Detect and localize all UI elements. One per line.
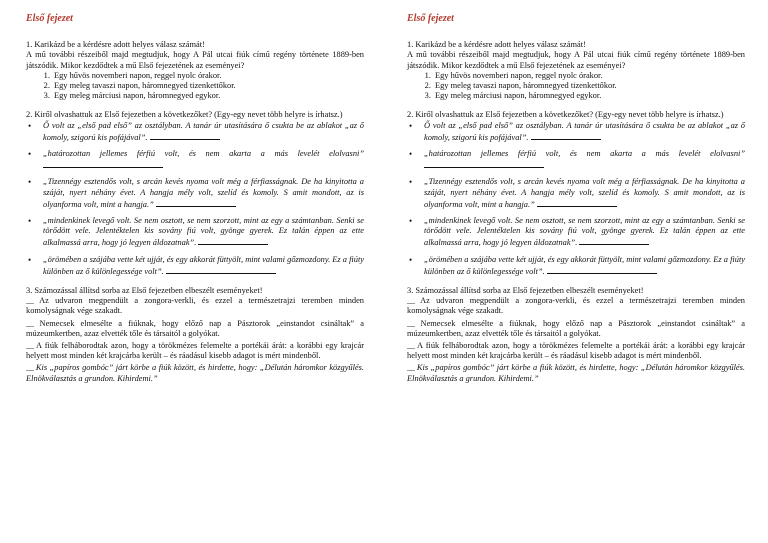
answer-blank[interactable] — [156, 198, 236, 207]
quote-text: „határozottan jellemes férfiú volt, és nem akarta a más levelét elolvasni” — [43, 149, 364, 159]
event-text: Az udvaron megpendült a zongora-verkli, és ezzel a természetrajzi teremben minden komolyságnak vége szakadt. — [407, 296, 745, 316]
task-1 — [26, 40, 364, 101]
quote-item — [407, 149, 745, 171]
number-blank[interactable]: __ — [26, 363, 34, 373]
number-blank[interactable]: __ — [26, 296, 34, 306]
task-1-options — [26, 71, 364, 102]
event-item — [26, 296, 364, 316]
quote-text: Ő volt az „első pad első” az osztályban. A tanár úr utasítására ő csukta be az ablakot „az ő komoly, szigorú kis pofájával”. — [43, 120, 364, 142]
quote-text: „határozottan jellemes férfiú volt, és nem akarta a más levelét elolvasni” — [424, 149, 745, 159]
chapter-title: Első fejezet — [26, 13, 73, 24]
number-blank[interactable]: __ — [407, 341, 415, 351]
chapter-title: Első fejezet — [407, 13, 454, 24]
answer-blank[interactable] — [43, 159, 163, 168]
answer-blank[interactable] — [579, 236, 649, 245]
number-blank[interactable]: __ — [407, 363, 415, 373]
quote-item — [26, 177, 364, 210]
option-item[interactable]: 1. Egy hűvös novemberi napon, reggel nyolc órakor. — [52, 71, 364, 81]
quote-item — [407, 255, 745, 277]
event-text: Nemecsek elmesélte a fiúknak, hogy előző nap a Pásztorok „einstandot csináltak” a múzeumkertben, azaz elvették tőle és társaitól a golyókat. — [407, 318, 745, 338]
event-item — [26, 319, 364, 339]
answer-blank[interactable] — [166, 265, 276, 274]
answer-blank[interactable] — [537, 198, 617, 207]
answer-blank[interactable] — [198, 236, 268, 245]
quote-item — [407, 121, 745, 143]
task-1-heading: 1. Karikázd be a kérdésre adott helyes válasz számát! — [26, 40, 205, 50]
quote-text: „örömében a szájába vette két ujját, és egy akkorát füttyölt, mint valami gőzmozdony. Ez a fiúty különben az ő különlegessége volt”. — [43, 254, 364, 276]
option-item[interactable]: 3. Egy meleg márciusi napon, háromnegyed egykor. — [52, 91, 364, 101]
task-1-options — [407, 71, 745, 102]
event-item — [407, 363, 745, 383]
quote-item — [407, 177, 745, 210]
event-item — [26, 341, 364, 361]
task-2-quotes — [26, 121, 364, 277]
event-item — [26, 363, 364, 383]
number-blank[interactable]: __ — [407, 318, 415, 328]
task-3 — [407, 286, 745, 384]
task-2 — [26, 110, 364, 277]
task-1-intro: A mű további részeiből majd megtudjuk, hogy A Pál utcai fiúk című regény története 1889-ben játszódik. Mikor kezdődtek a mű Első fejezetének az eseményei? — [26, 50, 364, 70]
worksheet-right — [407, 14, 745, 393]
answer-blank[interactable] — [424, 159, 544, 168]
number-blank[interactable]: __ — [26, 318, 34, 328]
quote-item — [26, 149, 364, 171]
task-3-heading: 3. Számozással állítsd sorba az Első fejezetben elbeszélt eseményeket! — [26, 286, 263, 296]
event-text: Az udvaron megpendült a zongora-verkli, és ezzel a természetrajzi teremben minden komolyságnak vége szakadt. — [26, 296, 364, 316]
task-1-heading: 1. Karikázd be a kérdésre adott helyes válasz számát! — [407, 40, 586, 50]
worksheet-left — [26, 14, 364, 393]
quote-item — [26, 255, 364, 277]
event-text: Kis „papíros gombóc” járt körbe a fiúk között, és hirdette, hogy: „Délután háromkor közgyűlés. Elnökválasztás a grundon. Kihirdemi.” — [407, 363, 745, 383]
task-1-intro: A mű további részeiből majd megtudjuk, hogy A Pál utcai fiúk című regény története 1889-ben játszódik. Mikor kezdődtek a mű Első fejezetének az eseményei? — [407, 50, 745, 70]
quote-item — [407, 216, 745, 249]
option-item[interactable]: 2. Egy meleg tavaszi napon, háromnegyed tizenkettőkor. — [433, 81, 745, 91]
event-text: A fiúk felháborodtak azon, hogy a törökmézes felemelte a portékái árát: a korábbi egy krajcár helyett most minden két krajcárba került – és ráadásul kisebb adagot is mért mindenből. — [26, 341, 364, 361]
event-text: A fiúk felháborodtak azon, hogy a törökmézes felemelte a portékái árát: a korábbi egy krajcár helyett most minden két krajcárba került – és ráadásul kisebb adagot is mért mindenből. — [407, 341, 745, 361]
quote-item — [26, 216, 364, 249]
number-blank[interactable]: __ — [407, 296, 415, 306]
answer-blank[interactable] — [150, 131, 220, 140]
event-item — [407, 296, 745, 316]
task-3 — [26, 286, 364, 384]
number-blank[interactable]: __ — [26, 341, 34, 351]
quote-text: „Tizennégy esztendős volt, s arcán kevés nyoma volt még a férfiasságnak. De ha kinyitotta a száját, nyert néhány évet. A hangja mély volt, szelíd és komoly. S amit mondott, az is olyanforma volt, mint a hangja.” — [424, 177, 745, 209]
quote-text: „örömében a szájába vette két ujját, és egy akkorát füttyölt, mint valami gőzmozdony. Ez a fiúty különben az ő különlegessége volt”. — [424, 254, 745, 276]
task-2-heading: 2. Kiről olvashattuk az Első fejezetben a következőket? (Egy-egy nevet több helyre is írhatsz.) — [407, 110, 724, 120]
event-text: Nemecsek elmesélte a fiúknak, hogy előző nap a Pásztorok „einstandot csináltak” a múzeumkertben, azaz elvették tőle és társaitól a golyókat. — [26, 318, 364, 338]
event-item — [407, 341, 745, 361]
quote-text: „mindenkinek levegő volt. Se nem osztott, se nem szorzott, mint az egy a számtanban. Senki se törődött vele. Jelentéktelen kis sovány fiú volt, gyönge gyerek. Ez talán éppen az ette alkalmassá arra, hogy jó legyen áldozatnak”. — [43, 216, 364, 248]
task-2 — [407, 110, 745, 277]
event-text: Kis „papíros gombóc” járt körbe a fiúk között, és hirdette, hogy: „Délután háromkor közgyűlés. Elnökválasztás a grundon. Kihirdemi.” — [26, 363, 364, 383]
answer-blank[interactable] — [531, 131, 601, 140]
event-item — [407, 319, 745, 339]
task-2-quotes — [407, 121, 745, 277]
task-3-heading: 3. Számozással állítsd sorba az Első fejezetben elbeszélt eseményeket! — [407, 286, 644, 296]
option-item[interactable]: 3. Egy meleg márciusi napon, háromnegyed egykor. — [433, 91, 745, 101]
quote-text: „Tizennégy esztendős volt, s arcán kevés nyoma volt még a férfiasságnak. De ha kinyitotta a száját, nyert néhány évet. A hangja mély volt, szelíd és komoly. S amit mondott, az is olyanforma volt, mint a hangja.” — [43, 177, 364, 209]
quote-item — [26, 121, 364, 143]
quote-text: Ő volt az „első pad első” az osztályban. A tanár úr utasítására ő csukta be az ablakot „az ő komoly, szigorú kis pofájával”. — [424, 120, 745, 142]
option-item[interactable]: 1. Egy hűvös novemberi napon, reggel nyolc órakor. — [433, 71, 745, 81]
task-1 — [407, 40, 745, 101]
task-2-heading: 2. Kiről olvashattuk az Első fejezetben a következőket? (Egy-egy nevet több helyre is írhatsz.) — [26, 110, 343, 120]
option-item[interactable]: 2. Egy meleg tavaszi napon, háromnegyed tizenkettőkor. — [52, 81, 364, 91]
answer-blank[interactable] — [547, 265, 657, 274]
quote-text: „mindenkinek levegő volt. Se nem osztott, se nem szorzott, mint az egy a számtanban. Senki se törődött vele. Jelentéktelen kis sovány fiú volt, gyönge gyerek. Ez talán éppen az ette alkalmassá arra, hogy jó legyen áldozatnak”. — [424, 216, 745, 248]
